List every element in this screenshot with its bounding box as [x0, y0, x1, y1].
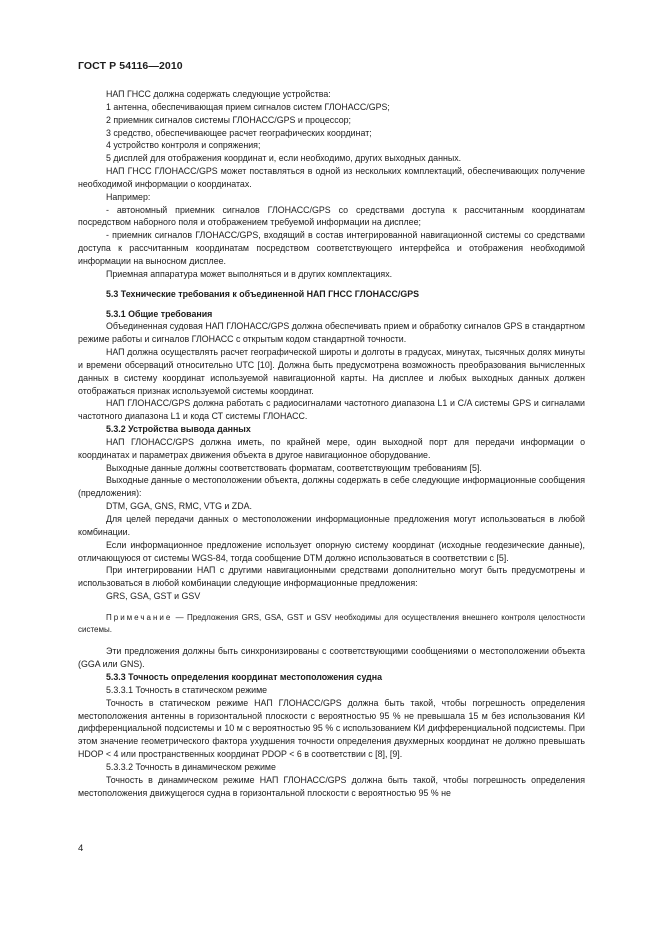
- paragraph: НАП должна осуществлять расчет географической широты и долготы в градусах, минутах, тысячных долях минуты и времени обсерваций относительно UTC [10]. Должна быть предусмотрена возможность преобразования вычисленных данных в систему координат используемой навигационной карты. На дисплее и любых выходных данных должен отображаться признак используемой системы координат.: [78, 347, 585, 396]
- page-number: 4: [78, 843, 84, 854]
- note-text: — Предложения GRS, GSA, GST и GSV необходимы для осуществления внешнего контроля целостности системы.: [78, 612, 585, 635]
- paragraph: Выходные данные должны соответствовать форматам, соответствующим требованиям [5].: [106, 462, 482, 473]
- document-header: ГОСТ Р 54116—2010: [78, 60, 183, 72]
- paragraph: Приемная аппаратура может выполняться и в других комплектациях.: [106, 268, 393, 279]
- paragraph: При интегрировании НАП с другими навигационными средствами дополнительно могут быть предусмотрены и использоваться в любой комбинации следующие информационные предложения:: [78, 565, 585, 589]
- paragraph: Для целей передачи данных о местоположении информационные предложения могут использоваться в любой комбинации.: [78, 514, 585, 537]
- paragraph: GRS, GSA, GST и GSV: [106, 591, 201, 602]
- paragraph: Точность в статическом режиме НАП ГЛОНАСС/GPS должна быть такой, чтобы погрешность определения местоположения антенны в горизонтальной плоскости с вероятностью 95 % не превышала 15 м без использования КИ дифференциальной подсистемы и 10 м с вероятностью 95 % с использованием КИ дифференциальной подсистемы. При этом значение геометрического фактора ухудшения точности определения двухмерных координат не должно превышать HDOP < 4 или пространственных координат PDOP < 6 в соответствии с [8], [9].: [78, 697, 585, 760]
- paragraph: - приемник сигналов ГЛОНАСС/GPS, входящий в состав интегрированной навигационной системы со средствами доступа к рассчитанным координатам посредством соответствующего интерфейса и отображения необходимой информации на выносном дисплее.: [78, 230, 585, 266]
- document-body: [78, 88, 585, 799]
- section-heading: 5.3.2 Устройства вывода данных: [106, 424, 251, 435]
- section-heading: 5.3.3 Точность определения координат местоположения судна: [106, 672, 383, 682]
- paragraph: 3 средство, обеспечивающее расчет географических координат;: [106, 127, 372, 138]
- paragraph: Выходные данные о местоположении объекта, должны содержать в себе следующие информационные сообщения (предложения):: [78, 475, 585, 499]
- paragraph: НАП ГНСС ГЛОНАСС/GPS может поставляться в одной из нескольких комплектаций, обеспечивающих получение необходимой информации о координатах.: [78, 166, 585, 189]
- spacer: [78, 301, 585, 308]
- paragraph: Эти предложения должны быть синхронизированы с соответствующими сообщениями о местоположении объекта (GGA или GNS).: [78, 646, 585, 670]
- spacer: [78, 281, 585, 288]
- paragraph: 2 приемник сигналов системы ГЛОНАСС/GPS и процессор;: [106, 114, 352, 125]
- note-paragraph: [78, 612, 585, 636]
- paragraph: 5.3.3.1 Точность в статическом режиме: [106, 684, 268, 695]
- paragraph: НАП ГЛОНАСС/GPS должна работать с радиосигналами частотного диапазона L1 и C/A системы GPS и сигналами частотного диапазона L1 и кода СТ системы ГЛОНАСС.: [78, 398, 585, 422]
- paragraph: Если информационное предложение использует опорную систему координат (исходные геодезические данные), отличающуюся от системы WGS-84, тогда сообщение DTM должно использоваться в соответствии с [5].: [78, 539, 585, 563]
- paragraph: Например:: [106, 191, 151, 202]
- spacer: [78, 603, 585, 612]
- paragraph: НАП ГЛОНАСС/GPS должна иметь, по крайней мере, один выходной порт для передачи информации о координатах и параметрах движения объекта в другое навигационное оборудование.: [78, 436, 585, 460]
- note-label: Примечание: [106, 612, 173, 622]
- section-heading: 5.3.1 Общие требования: [106, 308, 213, 319]
- paragraph: 5.3.3.2 Точность в динамическом режиме: [106, 761, 276, 772]
- spacer: [78, 636, 585, 645]
- paragraph: 4 устройство контроля и сопряжения;: [106, 140, 261, 151]
- paragraph: - автономный приемник сигналов ГЛОНАСС/GPS со средствами доступа к рассчитанным координатам посредством наборного поля и отображением требуемой информации на дисплее;: [78, 204, 585, 228]
- paragraph: 1 антенна, обеспечивающая прием сигналов систем ГЛОНАСС/GPS;: [106, 101, 390, 112]
- paragraph: 5 дисплей для отображения координат и, если необходимо, других выходных данных.: [106, 153, 462, 164]
- paragraph: НАП ГНСС должна содержать следующие устройства:: [106, 89, 331, 99]
- section-heading: 5.3 Технические требования к объединенной НАП ГНСС ГЛОНАСС/GPS: [106, 288, 420, 299]
- paragraph: Объединенная судовая НАП ГЛОНАСС/GPS должна обеспечивать прием и обработку сигналов GPS в стандартном режиме работы и сигналов ГЛОНАСС с открытым кодом стандартной точности.: [78, 321, 585, 345]
- paragraph: Точность в динамическом режиме НАП ГЛОНАСС/GPS должна быть такой, чтобы погрешность определения местоположения движущегося судна в горизонтальной плоскости с вероятностью 95 % не: [78, 774, 585, 798]
- paragraph: DTM, GGA, GNS, RMC, VTG и ZDA.: [106, 501, 252, 512]
